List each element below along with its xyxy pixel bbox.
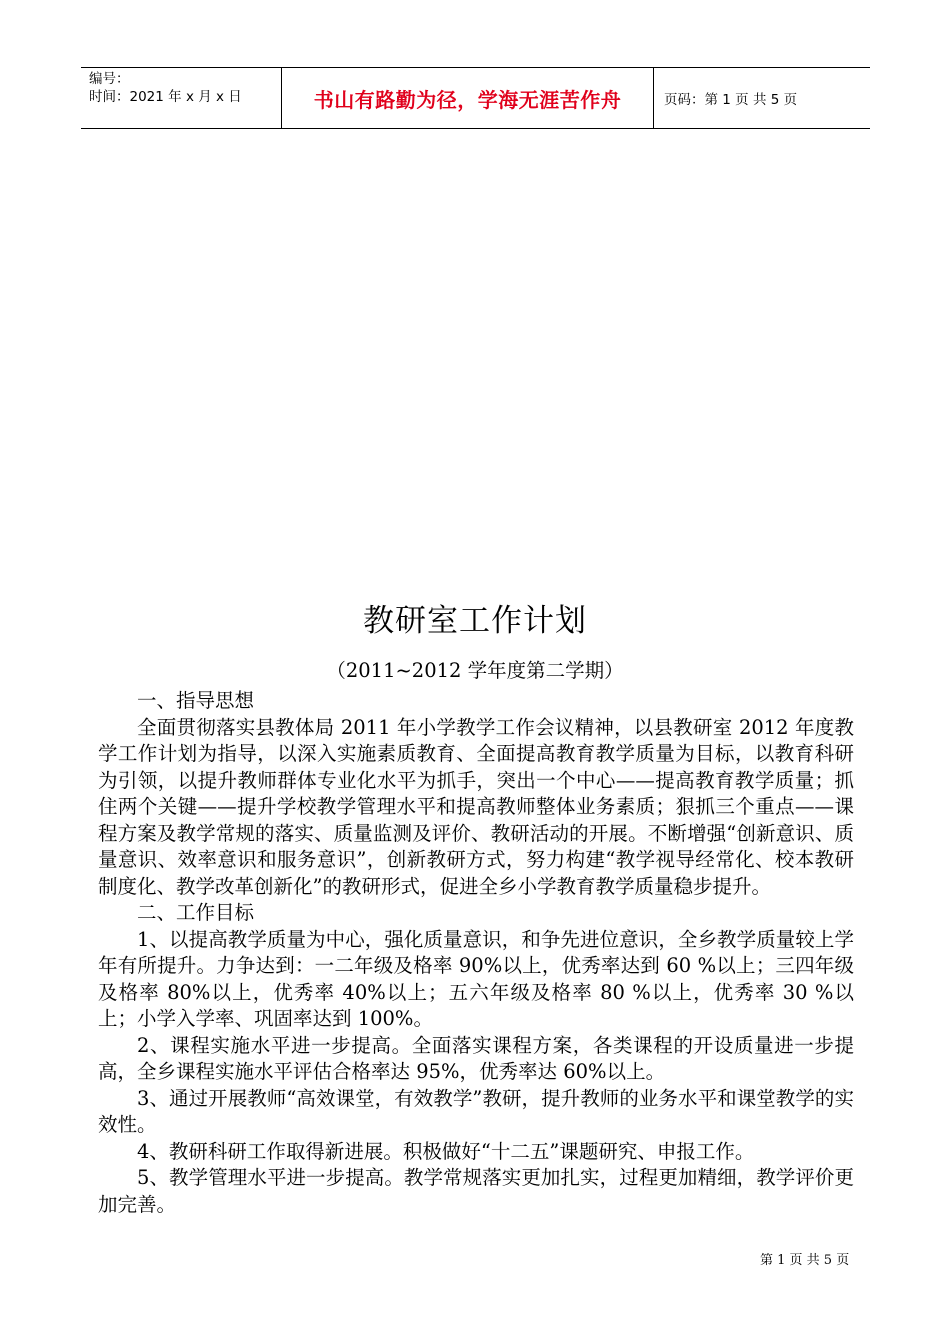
paragraph-goal-1: 1、以提高教学质量为中心，强化质量意识，和争先进位意识，全乡教学质量较上学年有所提升。力争达到：一二年级及格率 90%以上，优秀率达到 60 %以上；三四年级及格率 80%以上，优秀率 40%以上；五六年级及格率 80 %以上，优秀率 30 %以上；小学入学率、巩固率达到 100%。 <box>98 927 854 1030</box>
header-page-info: 页码：第 1 页 共 5 页 <box>664 92 798 108</box>
document-body <box>98 688 854 1218</box>
section-heading-guiding-ideology: 一、指导思想 <box>137 689 255 712</box>
paragraph-goal-2: 2、课程实施水平进一步提高。全面落实课程方案，各类课程的开设质量进一步提高，全乡课程实施水平评估合格率达 95%，优秀率达 60%以上。 <box>98 1033 854 1083</box>
document-title: 教研室工作计划 <box>363 603 587 639</box>
section-heading-work-goals: 二、工作目标 <box>137 901 255 924</box>
page-footer-number: 第 1 页 共 5 页 <box>760 1253 850 1268</box>
header-meta <box>81 68 282 128</box>
document-subtitle: （2011~2012 学年度第二学期） <box>326 659 624 682</box>
paragraph-goal-3: 3、通过开展教师“高效课堂，有效教学”教研，提升教师的业务水平和课堂教学的实效性。 <box>98 1086 854 1136</box>
document-time-label: 时间：2021 年 x 月 x 日 <box>89 89 242 105</box>
document-number-label: 编号： <box>89 71 130 87</box>
paragraph-goal-5: 5、教学管理水平进一步提高。教学常规落实更加扎实，过程更加精细，教学评价更加完善。 <box>98 1166 854 1216</box>
header-motto: 书山有路勤为径，学海无涯苦作舟 <box>282 68 654 128</box>
paragraph-guiding-ideology: 全面贯彻落实县教体局 2011 年小学教学工作会议精神，以县教研室 2012 年度教学工作计划为指导，以深入实施素质教育、全面提高教育教学质量为目标，以教育科研为引领，以提升教师群体专业化水平为抓手，突出一个中心——提高教育教学质量；抓住两个关键——提升学校教学管理水平和提高教师整体业务素质；狠抓三个重点——课程方案及教学常规的落实、质量监测及评价、教研活动的开展。不断增强“创新意识、质量意识、效率意识和服务意识”，创新教研方式，努力构建“教学视导经常化、校本教研制度化、教学改革创新化”的教研形式，促进全乡小学教育教学质量稳步提升。 <box>98 715 854 898</box>
page-header <box>81 67 870 129</box>
paragraph-goal-4: 4、教研科研工作取得新进展。积极做好“十二五”课题研究、申报工作。 <box>137 1139 755 1163</box>
